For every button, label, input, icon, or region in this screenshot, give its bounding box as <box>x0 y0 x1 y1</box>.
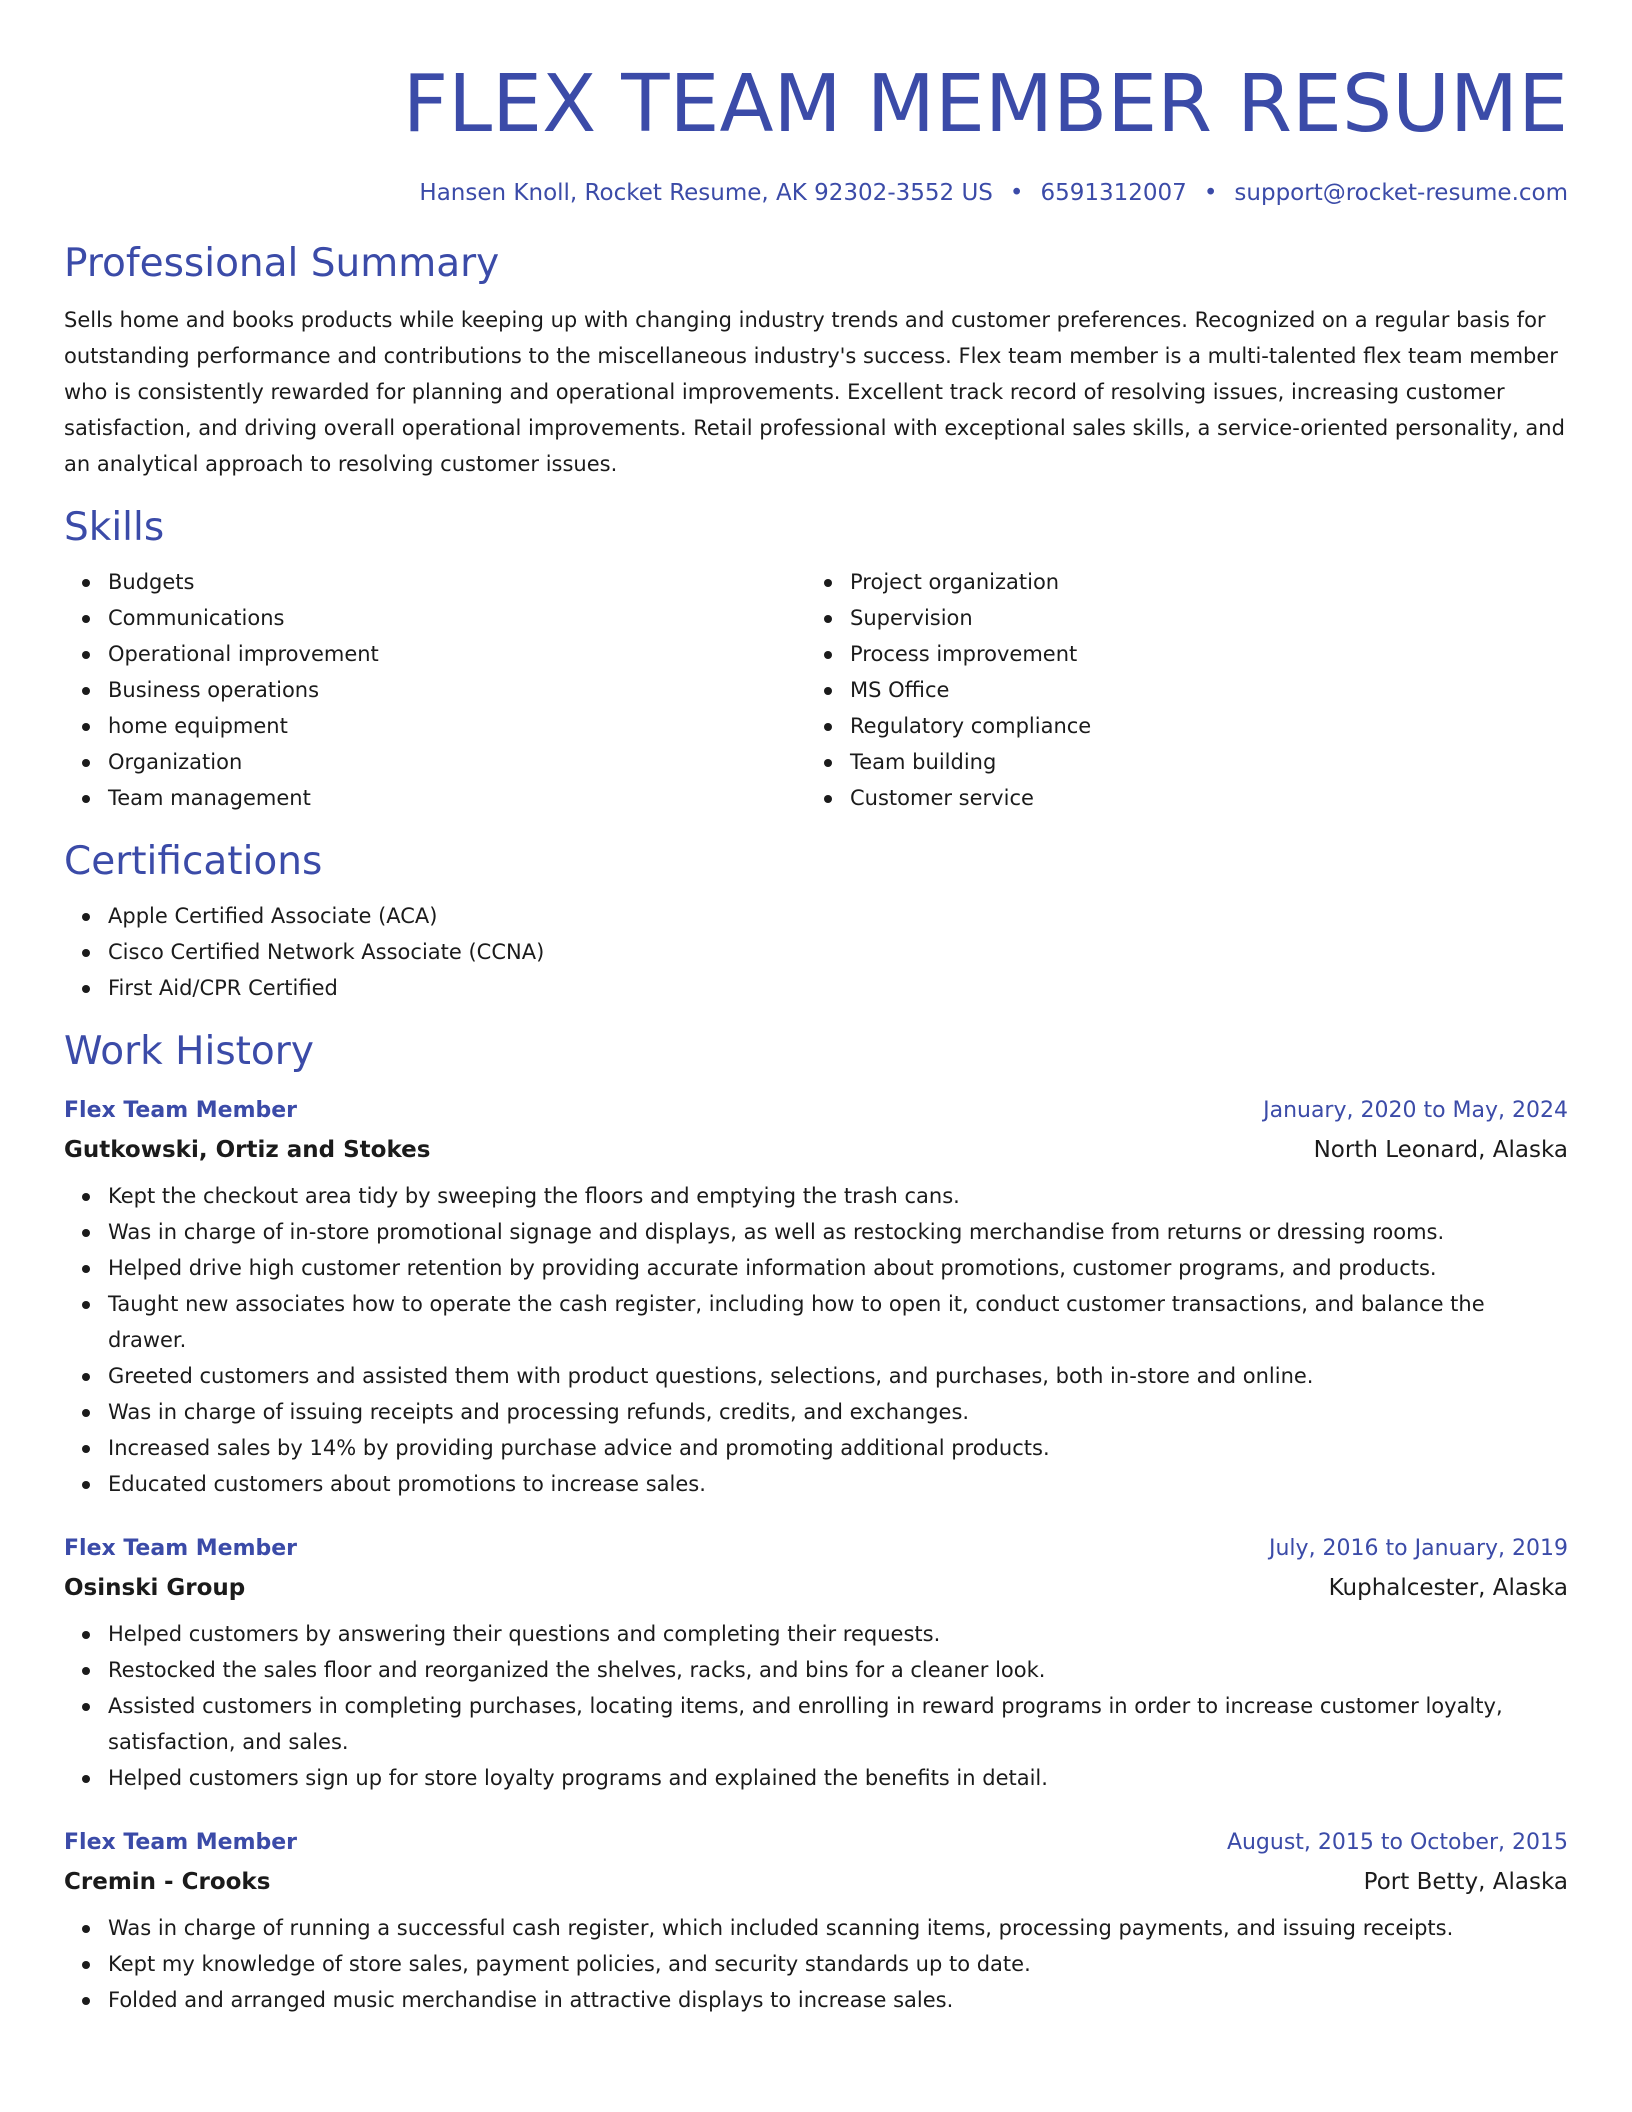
skill-item: MS Office <box>850 672 1091 708</box>
skill-item: Project organization <box>850 564 1091 600</box>
skill-item: Supervision <box>850 600 1091 636</box>
skill-item: Customer service <box>850 780 1091 816</box>
skills-list-right <box>806 564 1091 816</box>
skill-item: Business operations <box>108 672 806 708</box>
job-dates: August, 2015 to October, 2015 <box>1226 1830 1568 1855</box>
skill-item: Team management <box>108 780 806 816</box>
job-duty: Taught new associates how to operate the cash register, including how to open it, conduct customer transactions, and balance the drawer. <box>108 1286 1568 1358</box>
job-duty: Helped drive high customer retention by providing accurate information about promotions, customer programs, and products. <box>108 1250 1568 1286</box>
job-entry <box>64 1530 1568 1796</box>
skills-grid <box>64 564 1568 816</box>
job-entry <box>64 1824 1568 2018</box>
job-duty: Educated customers about promotions to increase sales. <box>108 1466 1568 1502</box>
job-duty: Folded and arranged music merchandise in attractive displays to increase sales. <box>108 1982 1568 2018</box>
job-duties <box>64 1178 1568 1502</box>
skill-item: Budgets <box>108 564 806 600</box>
skill-item: Team building <box>850 744 1091 780</box>
job-duties <box>64 1616 1568 1796</box>
work-history-heading: Work History <box>64 1029 314 1074</box>
certification-item: Apple Certified Associate (ACA) <box>108 898 1568 934</box>
job-employer <box>64 1568 1568 1608</box>
resume-page <box>64 0 1568 2018</box>
skill-item: home equipment <box>108 708 806 744</box>
contact-separator: • <box>1009 180 1024 206</box>
job-duty: Helped customers sign up for store loyalty programs and explained the benefits in detail. <box>108 1760 1568 1796</box>
skills-heading: Skills <box>64 505 165 550</box>
skill-item: Operational improvement <box>108 636 806 672</box>
certification-item: Cisco Certified Network Associate (CCNA) <box>108 934 1568 970</box>
job-duty: Increased sales by 14% by providing purchase advice and promoting additional products. <box>108 1430 1568 1466</box>
contact-separator: • <box>1203 180 1218 206</box>
job-duty: Assisted customers in completing purchases, locating items, and enrolling in reward programs in order to increase customer loyalty, satisfaction, and sales. <box>108 1688 1568 1760</box>
summary-heading: Professional Summary <box>64 241 500 286</box>
work-history-section <box>64 1026 1568 2018</box>
skill-item: Communications <box>108 600 806 636</box>
job-duty: Helped customers by answering their questions and completing their requests. <box>108 1616 1568 1652</box>
skills-list-left <box>64 564 806 816</box>
job-location: North Leonard, Alaska <box>1313 1137 1568 1163</box>
contact-line <box>64 176 1568 210</box>
skill-item: Process improvement <box>850 636 1091 672</box>
job-duty: Was in charge of running a successful cash register, which included scanning items, processing payments, and issuing receipts. <box>108 1910 1568 1946</box>
skills-section <box>64 502 1568 816</box>
job-header <box>64 1530 1568 1568</box>
job-entry <box>64 1092 1568 1502</box>
job-company: Cremin - Crooks <box>64 1869 271 1895</box>
job-dates: January, 2020 to May, 2024 <box>1263 1098 1568 1123</box>
job-title: Flex Team Member <box>64 1830 298 1855</box>
certifications-section <box>64 836 1568 1006</box>
job-header <box>64 1092 1568 1130</box>
job-duty: Kept my knowledge of store sales, payment policies, and security standards up to date. <box>108 1946 1568 1982</box>
job-company: Osinski Group <box>64 1575 246 1601</box>
job-duties <box>64 1910 1568 2018</box>
job-location: Kuphalcester, Alaska <box>1328 1575 1568 1601</box>
resume-title: FLEX TEAM MEMBER RESUME <box>402 58 1568 150</box>
certification-item: First Aid/CPR Certified <box>108 970 1568 1006</box>
certifications-heading: Certifications <box>64 839 323 884</box>
job-title: Flex Team Member <box>64 1536 298 1561</box>
certifications-list <box>64 898 1568 1006</box>
job-employer <box>64 1862 1568 1902</box>
summary-text: Sells home and books products while keeping up with changing industry trends and customer preferences. Recognized on a regular basis for outstanding performance and contributions to the miscellaneous industry's success. Flex team member is a multi-talented flex team member who is consistently rewarded for planning and operational improvements. Excellent track record of resolving issues, increasing customer satisfaction, and driving overall operational improvements. Retail professional with exceptional sales skills, a service-oriented personality, and an analytical approach to resolving customer issues. <box>64 308 1565 476</box>
contact-phone: 6591312007 <box>1040 180 1187 206</box>
job-employer <box>64 1130 1568 1170</box>
job-duty: Was in charge of in-store promotional signage and displays, as well as restocking merchandise from returns or dressing rooms. <box>108 1214 1568 1250</box>
job-duty: Kept the checkout area tidy by sweeping the floors and emptying the trash cans. <box>108 1178 1568 1214</box>
job-title: Flex Team Member <box>64 1098 298 1123</box>
skill-item: Organization <box>108 744 806 780</box>
job-company: Gutkowski, Ortiz and Stokes <box>64 1137 431 1163</box>
job-header <box>64 1824 1568 1862</box>
contact-email: support@rocket-resume.com <box>1234 180 1568 206</box>
job-duty: Restocked the sales floor and reorganized the shelves, racks, and bins for a cleaner look. <box>108 1652 1568 1688</box>
job-duty: Was in charge of issuing receipts and processing refunds, credits, and exchanges. <box>108 1394 1568 1430</box>
contact-address: Hansen Knoll, Rocket Resume, AK 92302-3552 US <box>419 180 993 206</box>
skill-item: Regulatory compliance <box>850 708 1091 744</box>
job-dates: July, 2016 to January, 2019 <box>1269 1536 1568 1561</box>
job-location: Port Betty, Alaska <box>1363 1869 1568 1895</box>
job-duty: Greeted customers and assisted them with product questions, selections, and purchases, both in-store and online. <box>108 1358 1568 1394</box>
